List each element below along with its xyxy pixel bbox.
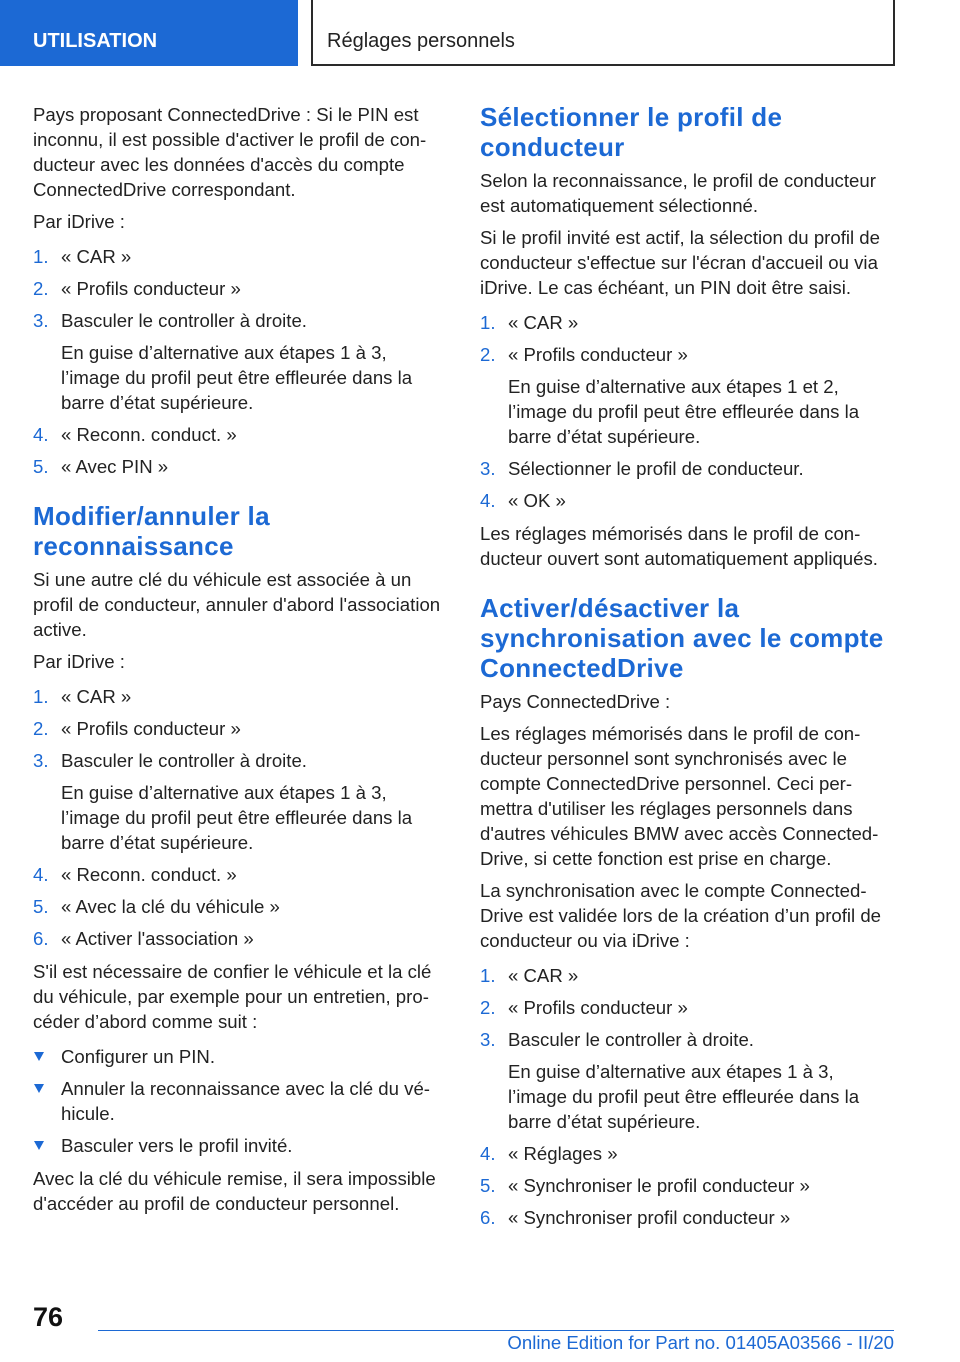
step-number: 6. xyxy=(33,928,49,949)
step-item xyxy=(33,422,441,447)
bullet-text: Configurer un PIN. xyxy=(61,1046,215,1067)
entrust-paragraph: S'il est nécessaire de confier le véhicule et la clé du véhicule, par exemple pour un entretien, procéder d’abord comme suit : xyxy=(33,961,432,1032)
step-text: « Avec PIN » xyxy=(61,456,169,477)
step-text: Sélectionner le profil de conducteur. xyxy=(508,458,804,479)
step-item xyxy=(33,308,441,415)
heading-sync: Activer/désactiver la synchronisation avec le compte ConnectedDrive xyxy=(480,593,884,683)
page-header xyxy=(0,0,960,66)
step-number: 4. xyxy=(480,490,496,511)
step-number: 1. xyxy=(480,965,496,986)
triangle-bullet-icon xyxy=(34,1052,44,1061)
step-note: En guise d’alternative aux étapes 1 à 3, l’image du profil peut être effleurée dans la barre d’état supérieure. xyxy=(61,782,413,853)
step-text: « Synchroniser le profil conducteur » xyxy=(508,1175,810,1196)
left-column xyxy=(33,102,441,1223)
step-item xyxy=(33,454,441,479)
page-footer xyxy=(0,1290,960,1362)
sync-country-label: Pays ConnectedDrive : xyxy=(480,691,671,712)
step-text: « Reconn. conduct. » xyxy=(61,864,237,885)
step-number: 5. xyxy=(33,456,49,477)
step-item xyxy=(33,244,441,269)
step-number: 2. xyxy=(33,278,49,299)
heading-modify-recognition: Modifier/annuler la reconnaissance xyxy=(33,501,270,561)
chapter-tab: UTILISATION xyxy=(0,0,298,66)
step-item xyxy=(33,716,441,741)
select-paragraph: Selon la reconnaissance, le profil de conducteur est automatiquement sélectionné. xyxy=(480,170,876,216)
step-item xyxy=(480,1173,894,1198)
step-number: 1. xyxy=(33,246,49,267)
step-number: 1. xyxy=(33,686,49,707)
step-item xyxy=(33,276,441,301)
triangle-bullet-icon xyxy=(34,1084,44,1093)
bullet-item xyxy=(33,1133,441,1158)
page-number: 76 xyxy=(33,1302,64,1332)
step-text: Basculer le controller à droite. xyxy=(508,1029,754,1050)
heading-select-profile: Sélectionner le profil de conducteur xyxy=(480,102,783,162)
step-text: « Activer l'association » xyxy=(61,928,254,949)
step-number: 5. xyxy=(480,1175,496,1196)
step-number: 2. xyxy=(480,997,496,1018)
footer-divider xyxy=(98,1330,894,1331)
step-item xyxy=(480,963,894,988)
select-paragraph: Si le profil invité est actif, la sélection du profil de conducteur s'effectue sur l'écran d'accueil ou via iDrive. Le cas échéant, un PIN doit être saisi. xyxy=(480,227,880,298)
step-text: « Avec la clé du véhicule » xyxy=(61,896,280,917)
intro-paragraph: Pays proposant ConnectedDrive : Si le PIN est inconnu, il est possible d'activer le profil de conducteur avec les données d'accès du compte ConnectedDrive correspondant. xyxy=(33,104,427,200)
bullet-item xyxy=(33,1044,441,1069)
modify-paragraph: Si une autre clé du véhicule est associée à un profil de conducteur, annuler d'abord l'association active. xyxy=(33,569,441,640)
step-item xyxy=(33,748,441,855)
step-number: 2. xyxy=(33,718,49,739)
step-text: « Reconn. conduct. » xyxy=(61,424,237,445)
bullet-text: Basculer vers le profil invité. xyxy=(61,1135,293,1156)
sync-paragraph: La synchronisation avec le compte ConnectedDrive est validée lors de la création d’un profil de conducteur ou via iDrive : xyxy=(480,880,882,951)
step-number: 3. xyxy=(33,750,49,771)
step-text: Basculer le controller à droite. xyxy=(61,310,307,331)
step-number: 3. xyxy=(480,458,496,479)
edition-note: Online Edition for Part no. 01405A03566 - II/20 xyxy=(507,1332,894,1353)
memo-paragraph: Les réglages mémorisés dans le profil de conducteur ouvert sont automatiquement appliqués. xyxy=(480,523,878,569)
step-text: Basculer le controller à droite. xyxy=(61,750,307,771)
sync-paragraph: Les réglages mémorisés dans le profil de conducteur personnel sont synchronisés avec le compte ConnectedDrive personnel. Ceci permettra d'utiliser les réglages personnels dans d'autres véhicules BMW avec accès ConnectedDrive, si cette fonction est prise en charge. xyxy=(480,723,879,869)
step-item xyxy=(33,862,441,887)
step-note: En guise d’alternative aux étapes 1 à 3, l’image du profil peut être effleurée dans la barre d’état supérieure. xyxy=(508,1061,860,1132)
step-number: 3. xyxy=(33,310,49,331)
par-idrive-label: Par iDrive : xyxy=(33,211,125,232)
step-list xyxy=(33,684,441,951)
step-item xyxy=(480,1205,894,1230)
step-text: « OK » xyxy=(508,490,566,511)
step-text: « CAR » xyxy=(61,686,132,707)
triangle-bullet-icon xyxy=(34,1141,44,1150)
step-item xyxy=(33,926,441,951)
step-number: 6. xyxy=(480,1207,496,1228)
bullet-list xyxy=(33,1044,441,1158)
step-text: « CAR » xyxy=(508,312,579,333)
step-item xyxy=(480,995,894,1020)
step-text: « CAR » xyxy=(61,246,132,267)
step-item xyxy=(33,894,441,919)
step-number: 2. xyxy=(480,344,496,365)
section-title: Réglages personnels xyxy=(311,0,895,66)
step-number: 4. xyxy=(480,1143,496,1164)
step-text: « CAR » xyxy=(508,965,579,986)
step-item xyxy=(480,342,894,449)
step-note: En guise d’alternative aux étapes 1 à 3, l’image du profil peut être effleurée dans la barre d’état supérieure. xyxy=(61,342,413,413)
step-item xyxy=(480,1141,894,1166)
step-number: 5. xyxy=(33,896,49,917)
step-item xyxy=(480,310,894,335)
step-item xyxy=(480,488,894,513)
step-text: « Synchroniser profil conducteur » xyxy=(508,1207,791,1228)
final-paragraph: Avec la clé du véhicule remise, il sera impossible d'accéder au profil de conducteur personnel. xyxy=(33,1168,436,1214)
step-item xyxy=(480,456,894,481)
step-number: 1. xyxy=(480,312,496,333)
step-number: 4. xyxy=(33,864,49,885)
step-number: 3. xyxy=(480,1029,496,1050)
right-column xyxy=(480,102,894,1238)
step-text: « Profils conducteur » xyxy=(61,718,241,739)
bullet-item xyxy=(33,1076,441,1126)
bullet-text: Annuler la reconnaissance avec la clé du véhicule. xyxy=(61,1078,430,1124)
step-item xyxy=(480,1027,894,1134)
step-text: « Réglages » xyxy=(508,1143,618,1164)
step-number: 4. xyxy=(33,424,49,445)
step-text: « Profils conducteur » xyxy=(508,997,688,1018)
step-item xyxy=(33,684,441,709)
step-note: En guise d’alternative aux étapes 1 et 2, l’image du profil peut être effleurée dans la barre d’état supérieure. xyxy=(508,376,860,447)
step-list xyxy=(33,244,441,479)
step-list xyxy=(480,963,894,1230)
step-text: « Profils conducteur » xyxy=(61,278,241,299)
par-idrive-label: Par iDrive : xyxy=(33,651,125,672)
step-text: « Profils conducteur » xyxy=(508,344,688,365)
step-list xyxy=(480,310,894,513)
